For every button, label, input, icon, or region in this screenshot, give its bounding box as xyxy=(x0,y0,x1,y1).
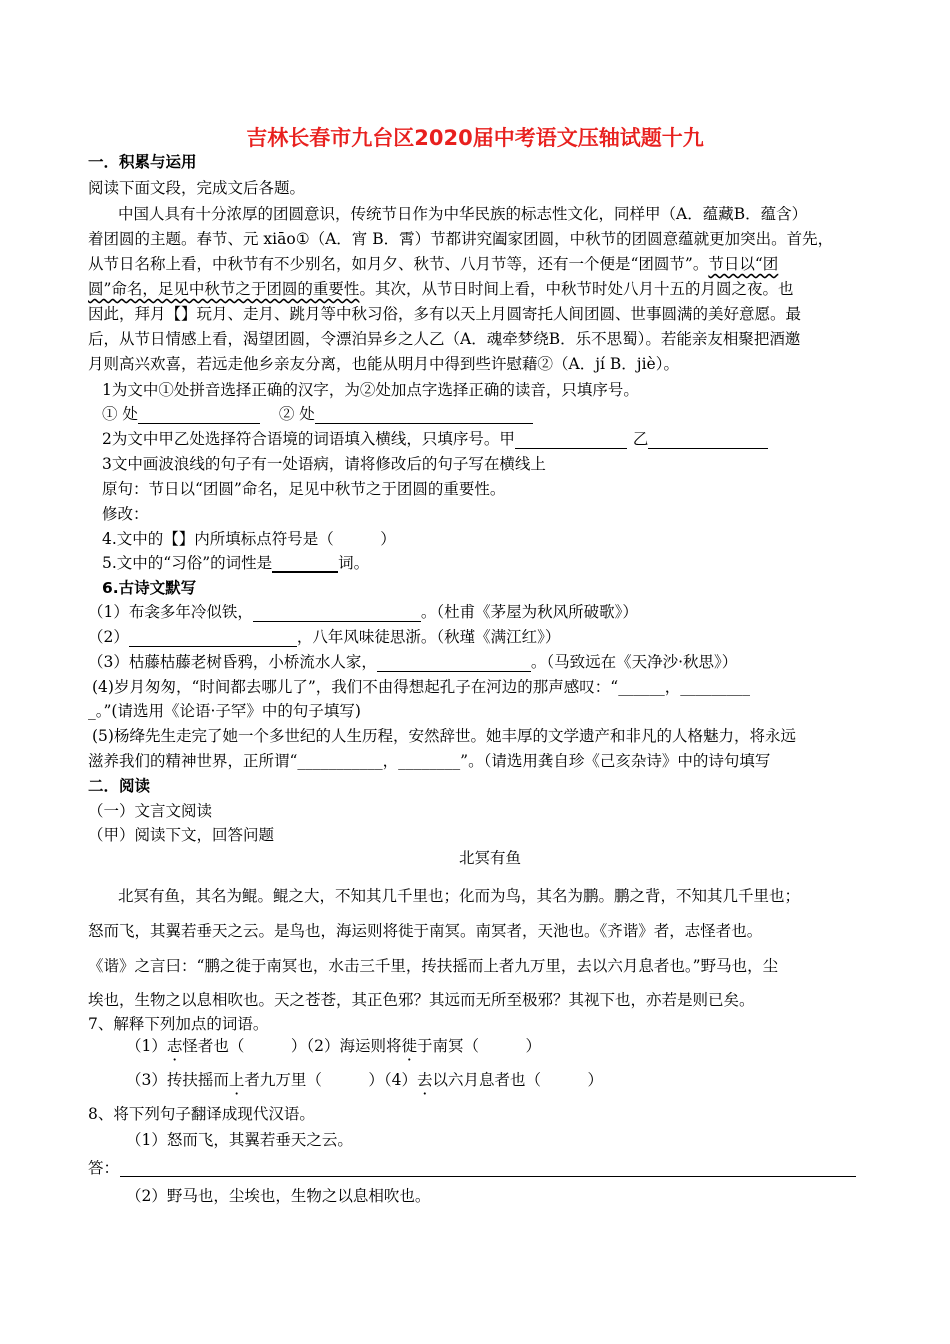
question-7-items xyxy=(126,1036,541,1056)
instruction: 阅读下面文段，完成文后各题。 xyxy=(88,179,306,197)
question-3: 3文中画波浪线的句子有一处语病，请将修改后的句子写在横线上 xyxy=(102,455,546,473)
question-8: 8、将下列句子翻译成现代汉语。 xyxy=(88,1105,315,1123)
answer-blank[interactable] xyxy=(272,555,338,573)
blank-label: ② 处 xyxy=(278,405,315,423)
item-text: 于南冥（ ） xyxy=(417,1037,542,1055)
passage-line: 月则高兴欢喜，若远走他乡亲友分离，也能从明月中得到些许慰藉②（A．jí B．jiè）。 xyxy=(88,355,679,373)
question-text: 2为文中甲乙处选择符合语境的词语填入横线，只填序号。甲 xyxy=(102,430,515,448)
item-text: 者九万里（ ）（4） xyxy=(244,1071,418,1089)
classical-text-line: 北冥有鱼，其名为鲲。鲲之大，不知其几千里也；化而为鸟，其名为鹏。鹏之背，不知其几千里也； xyxy=(118,887,801,905)
subsection-heading: （甲）阅读下文，回答问题 xyxy=(88,826,275,844)
passage-line: 着团圆的主题。春节、元 xiāo①（A．宵 B．霄）节都讲究阖家团圆，中秋节的团圆意蕴就更加突出。首先， xyxy=(88,230,834,248)
question-text: （2） xyxy=(88,628,129,646)
classical-text-line: 怒而飞，其翼若垂天之云。是鸟也，海运则将徙于南冥。南冥者，天池也。《齐谐》者，志怪者也。 xyxy=(88,922,763,940)
question-8-item-1: （1）怒而飞，其翼若垂天之云。 xyxy=(126,1131,353,1149)
question-text: 5.文中的“习俗”的词性是 xyxy=(102,554,273,572)
item-text: 怪者也（ ）（2）海运则将 xyxy=(182,1037,402,1055)
poem-line-2 xyxy=(88,627,560,647)
question-1: 1为文中①处拼音选择正确的汉字，为②处加点字选择正确的读音，只填序号。 xyxy=(102,381,639,399)
passage-line: 后，从节日情感上看，渴望团圆，令漂泊异乡之人乙（A．魂牵梦绕B．乐不思蜀）。若能亲友相聚把酒邀 xyxy=(88,330,801,348)
passage-text: 。其次，从节日时间上看，中秋节时处八月十五的月圆之夜。也 xyxy=(359,280,794,298)
answer-blank[interactable] xyxy=(253,605,421,622)
question-text: （3）枯藤枯藤老树昏鸦，小桥流水人家， xyxy=(88,653,377,671)
item-number: （3）抟扶摇而 xyxy=(126,1071,229,1089)
text-title: 北冥有鱼 xyxy=(458,849,521,867)
question-7-items xyxy=(126,1070,603,1090)
blank-label: 乙 xyxy=(632,430,649,448)
question-text: （1）布衾多年冷似铁， xyxy=(88,603,253,621)
answer-blank[interactable] xyxy=(315,407,533,424)
answer-blank[interactable] xyxy=(129,630,297,647)
question-4: 4.文中的【】内所填标点符号是（ ） xyxy=(102,530,396,548)
question-8-item-2: （2）野马也，尘埃也，生物之以息相吹也。 xyxy=(126,1187,431,1205)
item-text: 以六月息者也（ ） xyxy=(432,1071,604,1089)
answer-blank[interactable] xyxy=(377,655,531,672)
passage-line xyxy=(88,279,793,299)
wavy-sentence: 节日以“团 xyxy=(708,255,779,273)
passage-line: 因此，拜月【】玩月、走月、跳月等中秋习俗，多有以天上月圆寄托人间团圆、世事圆满的美好意愿。最 xyxy=(88,305,802,323)
answer-blank[interactable] xyxy=(138,407,260,424)
dotted-word: 上 xyxy=(228,1071,245,1089)
dotted-word: 徙 xyxy=(401,1037,418,1055)
section-heading: 二．阅读 xyxy=(88,777,151,795)
answer-line[interactable] xyxy=(120,1176,856,1177)
poem-line-1 xyxy=(88,602,638,622)
poem-line-4b: _。”(请选用《论语·子罕》中的句子填写) xyxy=(88,702,361,720)
question-text: 词。 xyxy=(338,554,370,572)
classical-text-line: 埃也，生物之以息相吹也。天之苍苍，其正色邪？其远而无所至极邪？其视下也，亦若是则已矣。 xyxy=(88,991,755,1009)
passage-text: 从节日名称上看，中秋节有不少别名，如月夕、秋节、八月节等，还有一个便是“团圆节”。 xyxy=(88,255,709,273)
wavy-sentence: 圆”命名，足见中秋节之于团圆的重要性 xyxy=(88,280,360,298)
classical-text-line: 《谐》之言曰：“鹏之徙于南冥也，水击三千里，抟扶摇而上者九万里，去以六月息者也。”野马也，尘 xyxy=(88,957,779,975)
item-number: （1） xyxy=(126,1037,167,1055)
poem-line-5a: (5)杨绛先生走完了她一个多世纪的人生历程，安然辞世。她丰厚的文学遗产和非凡的人格魅力，将永远 xyxy=(92,727,796,745)
original-sentence: 原句：节日以“团圆”命名，足见中秋节之于团圆的重要性。 xyxy=(102,480,506,498)
question-7: 7、解释下列加点的词语。 xyxy=(88,1015,269,1033)
poem-line-5b: 滋养我们的精神世界，正所谓“___________，________”。（请选用龚自珍《己亥杂诗》中的诗句填写 xyxy=(88,752,771,770)
answer-blank[interactable] xyxy=(648,432,768,449)
dotted-word: 去 xyxy=(417,1071,433,1089)
passage-line xyxy=(88,254,778,274)
question-2 xyxy=(102,429,768,449)
answer-label: 答： xyxy=(88,1159,120,1177)
question-text: 。（杜甫《茅屋为秋风所破歌》） xyxy=(420,603,638,621)
question-6-heading: 6.古诗文默写 xyxy=(102,579,197,597)
poem-line-3 xyxy=(88,652,737,672)
dotted-word: 志 xyxy=(166,1037,183,1055)
answer-blank[interactable] xyxy=(515,432,627,449)
page-title: 吉林长春市九台区2020届中考语文压轴试题十九 xyxy=(246,126,704,150)
subsection-heading: （一）文言文阅读 xyxy=(88,802,213,820)
passage-line: 中国人具有十分浓厚的团圆意识，传统节日作为中华民族的标志性文化，同样甲（A．蕴藏B．蕴含） xyxy=(118,205,808,223)
section-heading: 一．积累与运用 xyxy=(88,153,197,171)
poem-line-4a: (4)岁月匆匆，“时间都去哪儿了”，我们不由得想起孔子在河边的那声感叹：“______，_________ xyxy=(92,678,750,696)
question-5 xyxy=(102,553,369,573)
revision-label: 修改： xyxy=(102,505,149,523)
question-text: 。（马致远在《天净沙·秋思》） xyxy=(530,653,738,671)
blank-label: ① 处 xyxy=(102,405,138,423)
question-1-blanks xyxy=(102,404,533,424)
question-text: ，八年风味徒思浙。（秋瑾《满江红》） xyxy=(296,628,561,646)
